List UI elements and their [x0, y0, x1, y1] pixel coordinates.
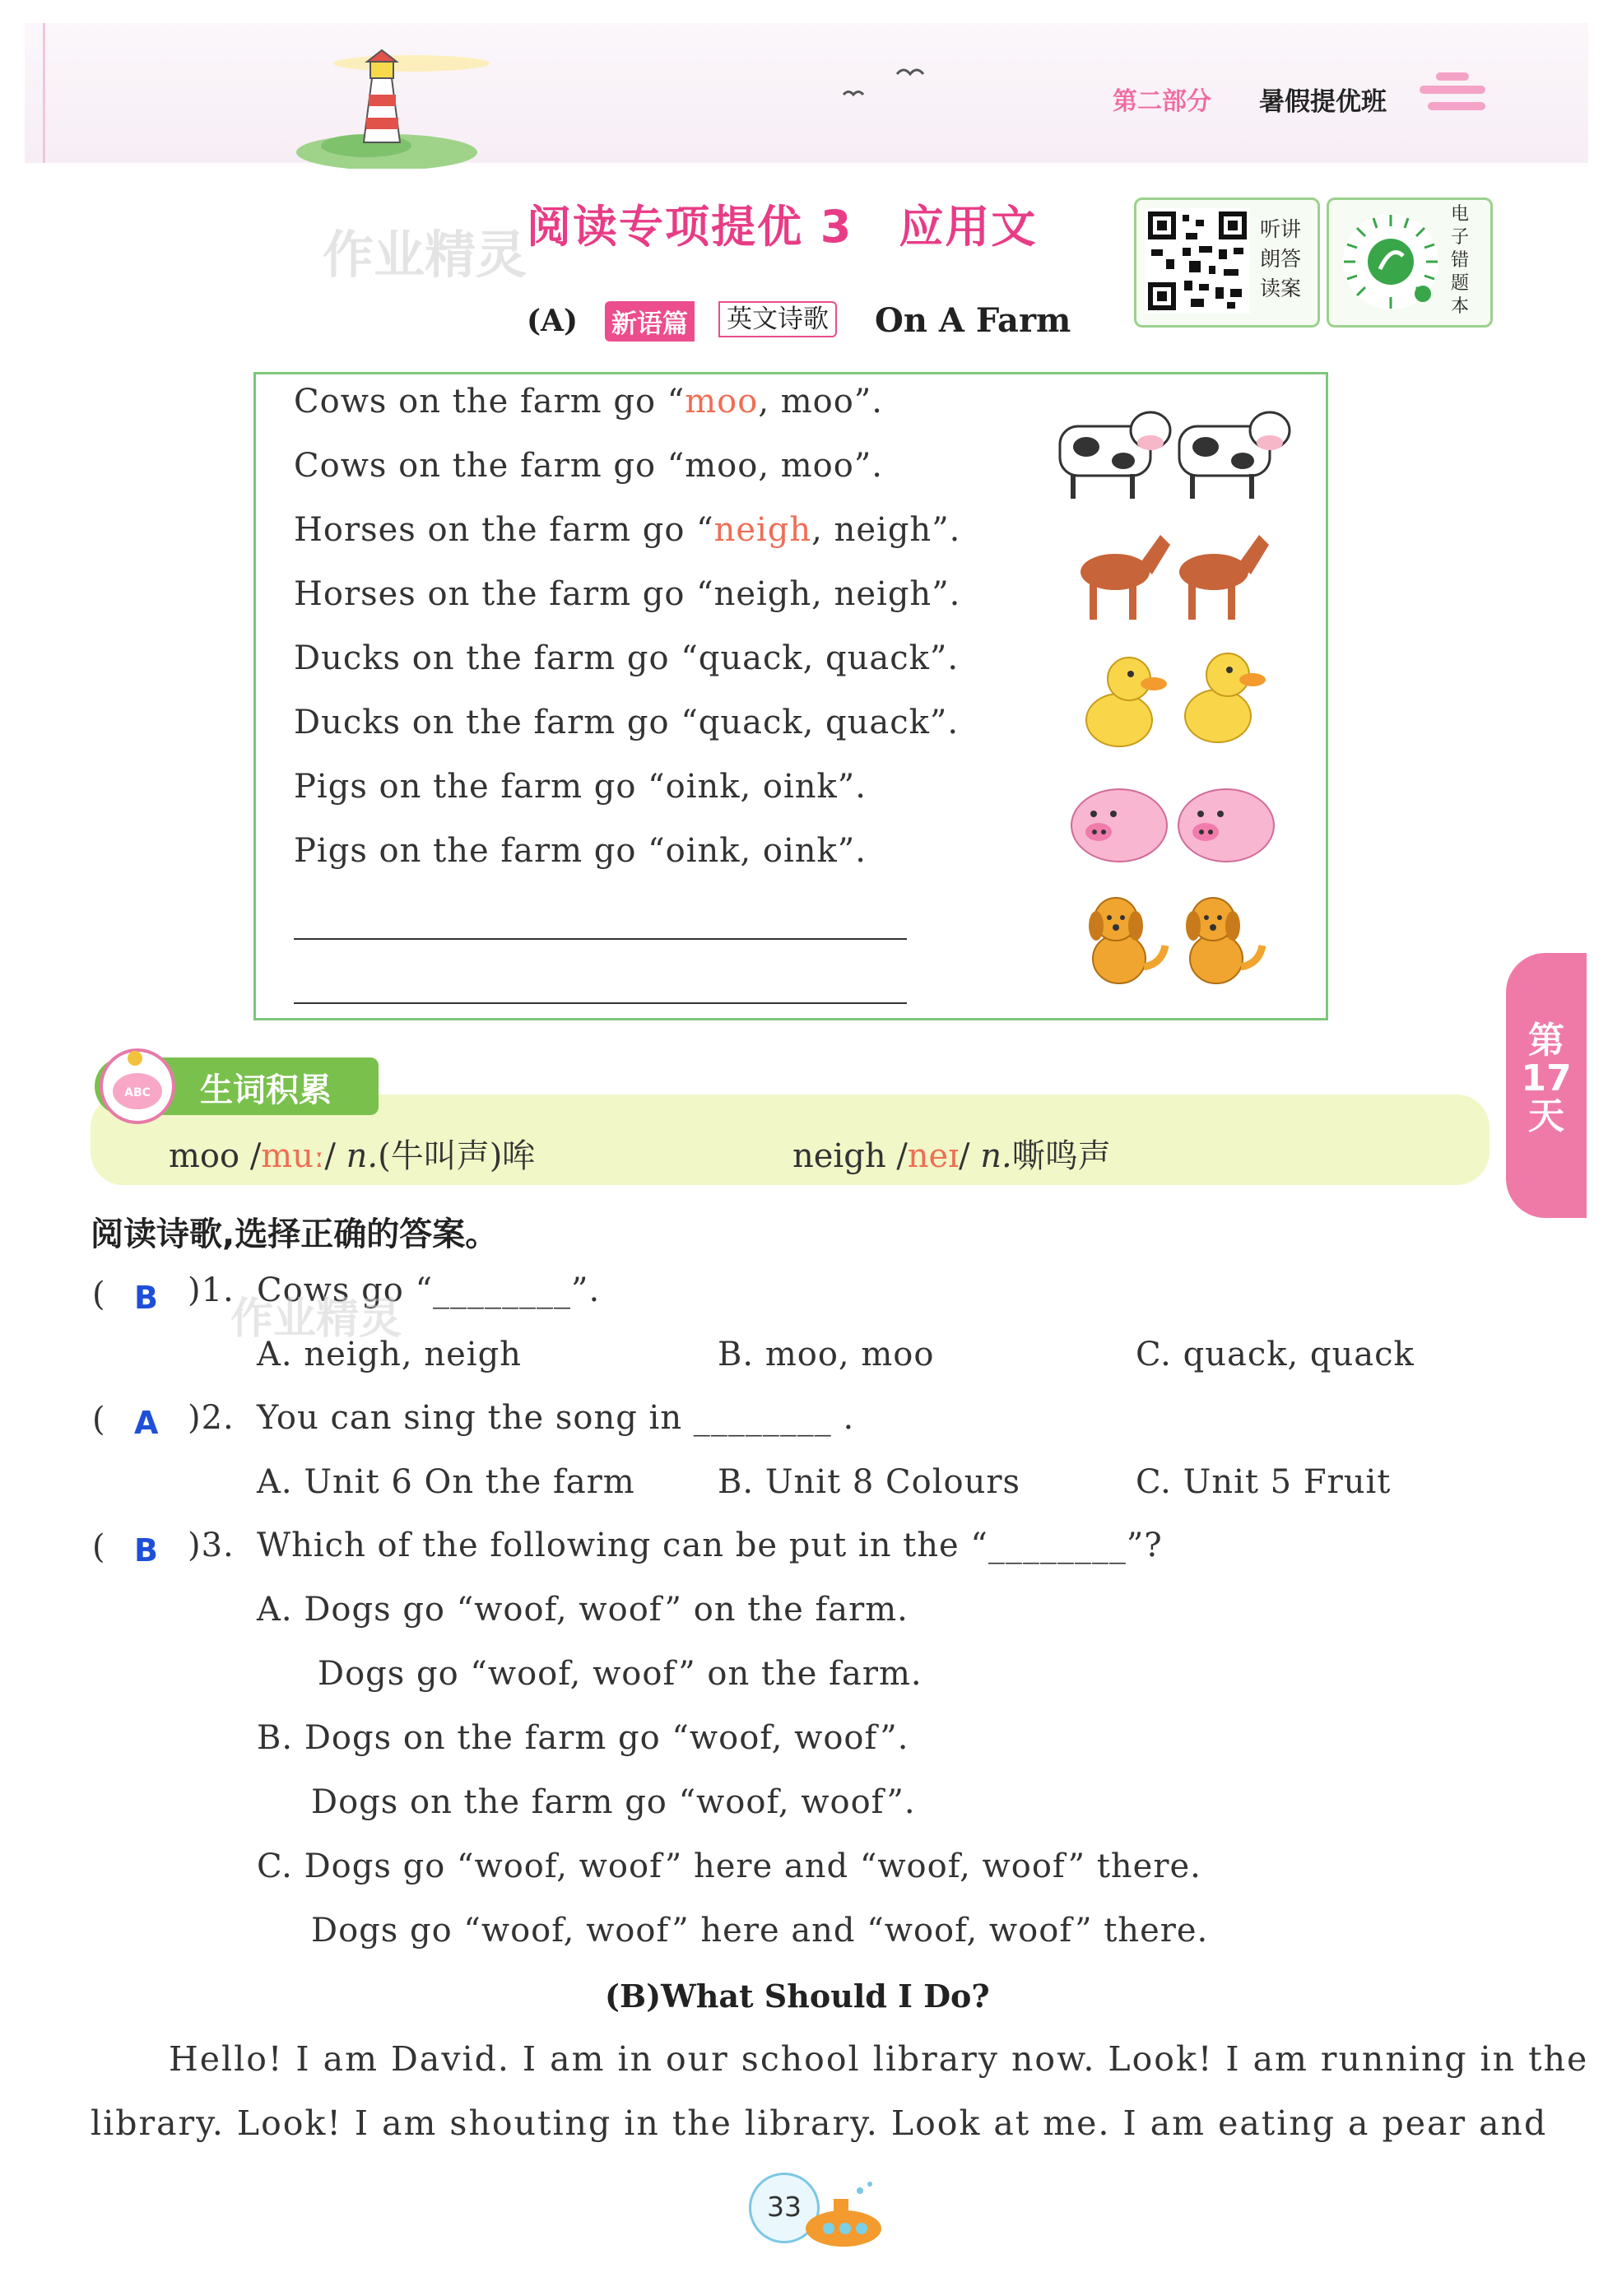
dog-icon [1078, 893, 1280, 988]
header-part: 第二部分 [1113, 87, 1211, 116]
qr-side-text: 题 [1451, 273, 1470, 294]
day-tab [1506, 953, 1587, 1218]
answer-blank-line [294, 1002, 907, 1004]
question-number: )2. [188, 1399, 235, 1437]
duck-icon [1078, 646, 1276, 757]
mini-program-code-icon [1341, 211, 1441, 312]
pig-icon [1066, 778, 1288, 872]
poem-line: Ducks on the farm go “quack, quack”. [294, 639, 960, 677]
header-decoration-icon [1411, 67, 1494, 125]
seagull-icon [839, 58, 930, 107]
option: B. Dogs on the farm go “woof, woof”. [257, 1719, 909, 1757]
option-continuation: Dogs go “woof, woof” here and “woof, woof” there. [311, 1912, 1209, 1950]
answer-mark: A [134, 1405, 159, 1441]
qr-card-error-book[interactable] [1327, 198, 1493, 328]
page-title: 阅读专项提优 3 应用文 [527, 201, 1038, 253]
section-a-title: On A Farm [875, 301, 1071, 340]
answer-paren: ( [92, 1276, 105, 1313]
passage-line: Hello! I am David. I am in our school library now. Look! I am running in the [169, 2039, 1589, 2079]
qr-side-text: 电 [1451, 204, 1470, 225]
answer-mark: B [134, 1280, 158, 1316]
watermark: 作业精灵 [230, 1294, 402, 1344]
question-text: Cows go “________”. [257, 1271, 601, 1309]
answer-mark: B [134, 1532, 158, 1569]
tag-new-text: 新语篇 [605, 301, 695, 342]
header-course: 暑假提优班 [1259, 87, 1387, 117]
poem-line: Cows on the farm go “moo, moo”. [294, 383, 883, 421]
option: A. Dogs go “woof, woof” on the farm. [257, 1591, 909, 1629]
submarine-icon [794, 2181, 893, 2255]
poem-line: Horses on the farm go “neigh, neigh”. [294, 575, 961, 613]
cow-icon [1053, 402, 1292, 504]
poem-line: Ducks on the farm go “quack, quack”. [294, 704, 960, 741]
tag-genre: 英文诗歌 [718, 301, 837, 337]
question-text: Which of the following can be put in the “________”? [257, 1527, 1163, 1564]
question-text: You can sing the song in ________ . [257, 1399, 855, 1437]
question-number: )1. [188, 1271, 235, 1309]
instruction: 阅读诗歌,选择正确的答案。 [91, 1215, 499, 1253]
vocab-entry: moo /muː/ n.(牛叫声)哞 [169, 1137, 536, 1175]
option: C. Dogs go “woof, woof” here and “woof, woof” there. [257, 1847, 1201, 1885]
qr-card-listen[interactable] [1134, 198, 1320, 328]
answer-paren: ( [92, 1401, 105, 1438]
watermark: 作业精灵 [323, 225, 527, 285]
section-a-label: (A) [527, 304, 578, 338]
qr-side-text: 听讲 [1260, 217, 1302, 241]
qr-side-text: 读案 [1260, 277, 1302, 300]
page-number: 33 [767, 2191, 802, 2223]
answer-blank-line [294, 938, 907, 940]
option-continuation: Dogs on the farm go “woof, woof”. [311, 1783, 916, 1821]
option: A. neigh, neigh [257, 1336, 522, 1373]
option: B. moo, moo [718, 1336, 935, 1373]
margin-line [43, 23, 45, 163]
poem-line: Cows on the farm go “moo, moo”. [294, 447, 883, 485]
vocab-entry: neigh /neɪ/ n.嘶鸣声 [792, 1137, 1111, 1175]
qr-side-text: 本 [1451, 296, 1470, 317]
section-b-title: (B)What Should I Do? [605, 1978, 990, 2015]
day-tab-top: 第 [1528, 1020, 1564, 1062]
horse-icon [1070, 527, 1276, 625]
passage-line: library. Look! I am shouting in the library. Look at me. I am eating a pear and [91, 2103, 1548, 2143]
piggy-bank-icon [92, 1043, 183, 1126]
vocab-badge-text: ABC [124, 1086, 151, 1099]
answer-paren: ( [92, 1528, 105, 1566]
option-continuation: Dogs go “woof, woof” on the farm. [318, 1655, 923, 1693]
poem-line: Pigs on the farm go “oink, oink”. [294, 768, 867, 806]
qr-side-text: 错 [1451, 250, 1470, 271]
poem-line: Horses on the farm go “neigh, neigh”. [294, 511, 961, 549]
vocab-heading: 生词积累 [200, 1071, 332, 1109]
option: A. Unit 6 On the farm [257, 1463, 635, 1501]
lighthouse-icon [296, 45, 494, 169]
option: B. Unit 8 Colours [718, 1463, 1021, 1501]
option: C. Unit 5 Fruit [1136, 1463, 1392, 1501]
question-number: )3. [188, 1527, 235, 1564]
option: C. quack, quack [1136, 1336, 1415, 1373]
qr-side-text: 子 [1451, 227, 1470, 248]
qr-side-text: 朗答 [1260, 247, 1302, 271]
poem-line: Pigs on the farm go “oink, oink”. [294, 832, 867, 870]
day-tab-number: 17 [1521, 1057, 1572, 1099]
day-tab-bottom: 天 [1528, 1095, 1564, 1137]
qr-code-icon [1145, 208, 1250, 314]
